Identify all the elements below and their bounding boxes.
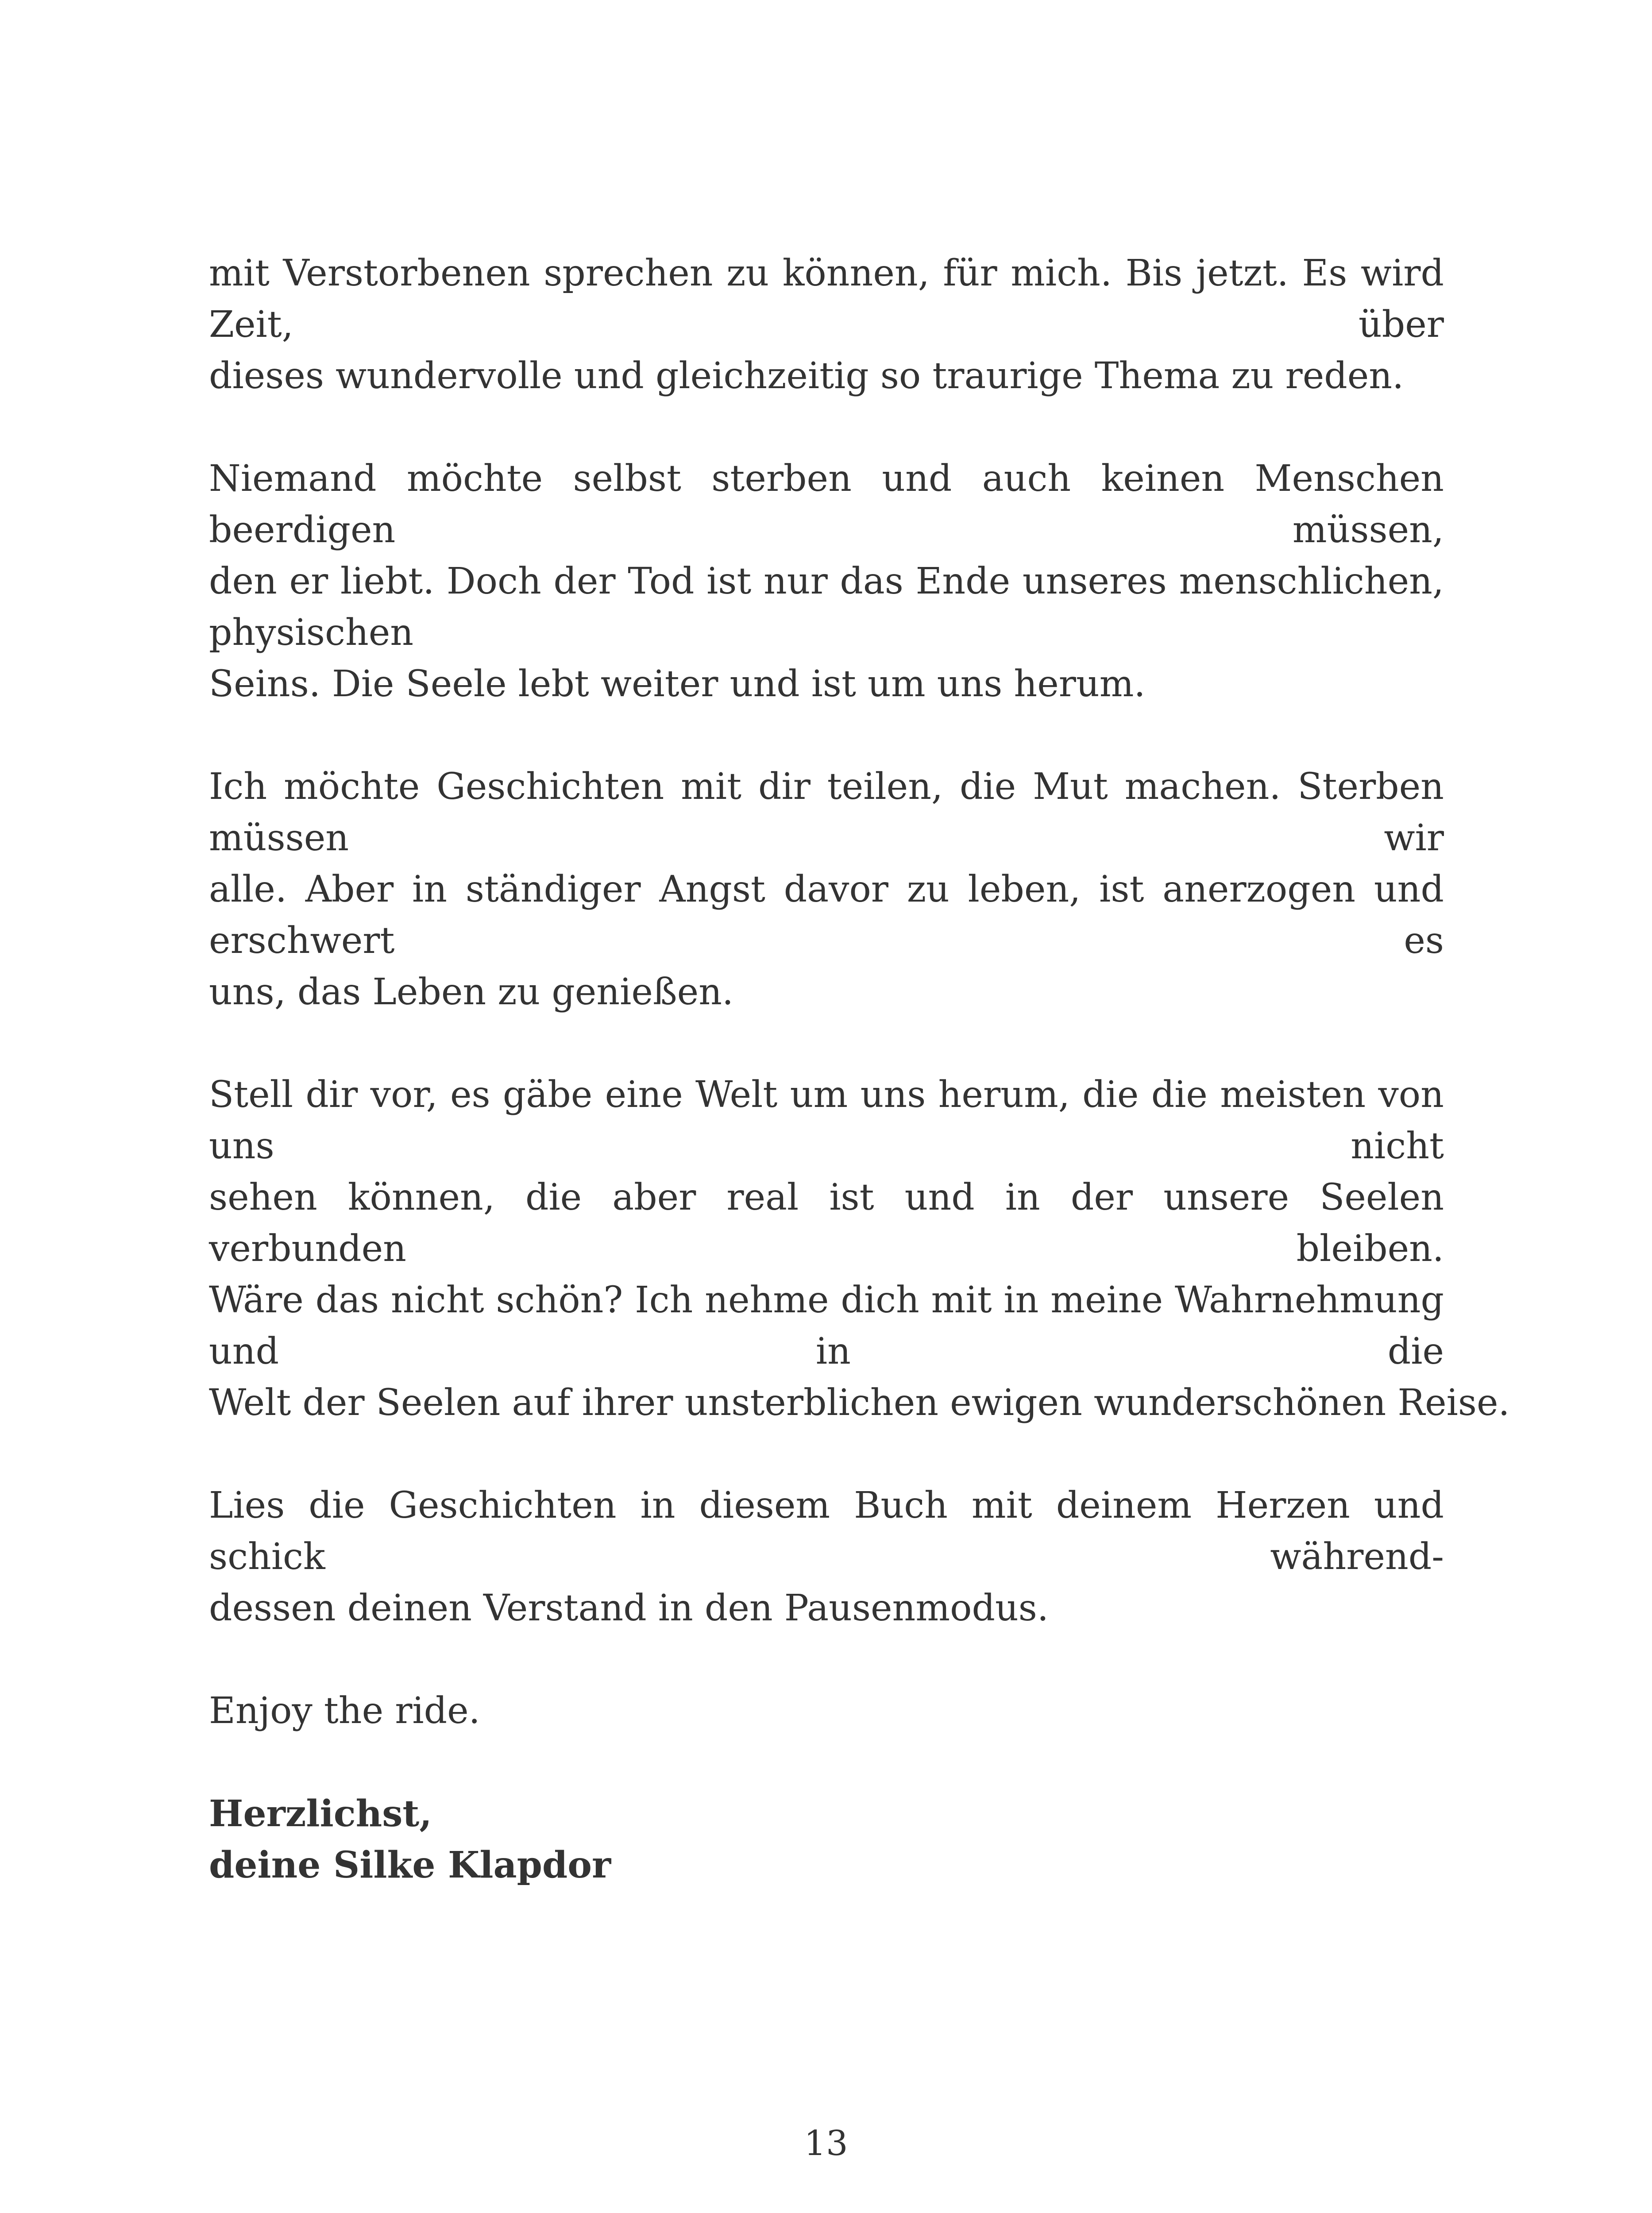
signature-name: deine Silke Klapdor [209, 1844, 611, 1886]
paragraph-line: den er liebt. Doch der Tod ist nur das Ende unseres menschlichen, physischen [209, 560, 1444, 654]
paragraph-line: Lies die Geschichten in diesem Buch mit deinem Herzen und schick während- [209, 1484, 1444, 1578]
paragraph-2 [209, 453, 1444, 710]
paragraph-line: alle. Aber in ständiger Angst davor zu leben, ist anerzogen und erschwert es [209, 868, 1444, 962]
signature-greeting: Herzlichst, [209, 1793, 432, 1835]
paragraph-6 [209, 1685, 1444, 1737]
paragraph-line: mit Verstorbenen sprechen zu können, für mich. Bis jetzt. Es wird Zeit, über [209, 252, 1444, 346]
paragraph-line: Ich möchte Geschichten mit dir teilen, die Mut machen. Sterben müssen wir [209, 766, 1444, 859]
paragraph-line: Seins. Die Seele lebt weiter und ist um uns herum. [209, 663, 1146, 705]
page-body [209, 248, 1510, 1891]
paragraph-1 [209, 248, 1444, 402]
paragraph-line: Welt der Seelen auf ihrer unsterblichen ewigen wunderschönen Reise. [209, 1382, 1510, 1424]
paragraph-line: sehen können, die aber real ist und in der unsere Seelen verbunden bleiben. [209, 1176, 1444, 1270]
paragraph-5 [209, 1480, 1444, 1634]
paragraph-4 [209, 1069, 1510, 1429]
paragraph-line: Stell dir vor, es gäbe eine Welt um uns herum, die die meisten von uns nicht [209, 1074, 1444, 1167]
paragraph-line: dessen deinen Verstand in den Pausenmodus. [209, 1587, 1049, 1629]
paragraph-line: dieses wundervolle und gleichzeitig so traurige Thema zu reden. [209, 355, 1404, 397]
paragraph-3 [209, 761, 1444, 1018]
paragraph-line: uns, das Leben zu genießen. [209, 971, 734, 1013]
paragraph-line: Enjoy the ride. [209, 1690, 480, 1732]
paragraph-line: Wäre das nicht schön? Ich nehme dich mit in meine Wahrnehmung und in die [209, 1279, 1444, 1373]
paragraph-line: Niemand möchte selbst sterben und auch keinen Menschen beerdigen müssen, [209, 458, 1444, 551]
signature [209, 1788, 1444, 1891]
page-number: 13 [804, 2124, 848, 2163]
